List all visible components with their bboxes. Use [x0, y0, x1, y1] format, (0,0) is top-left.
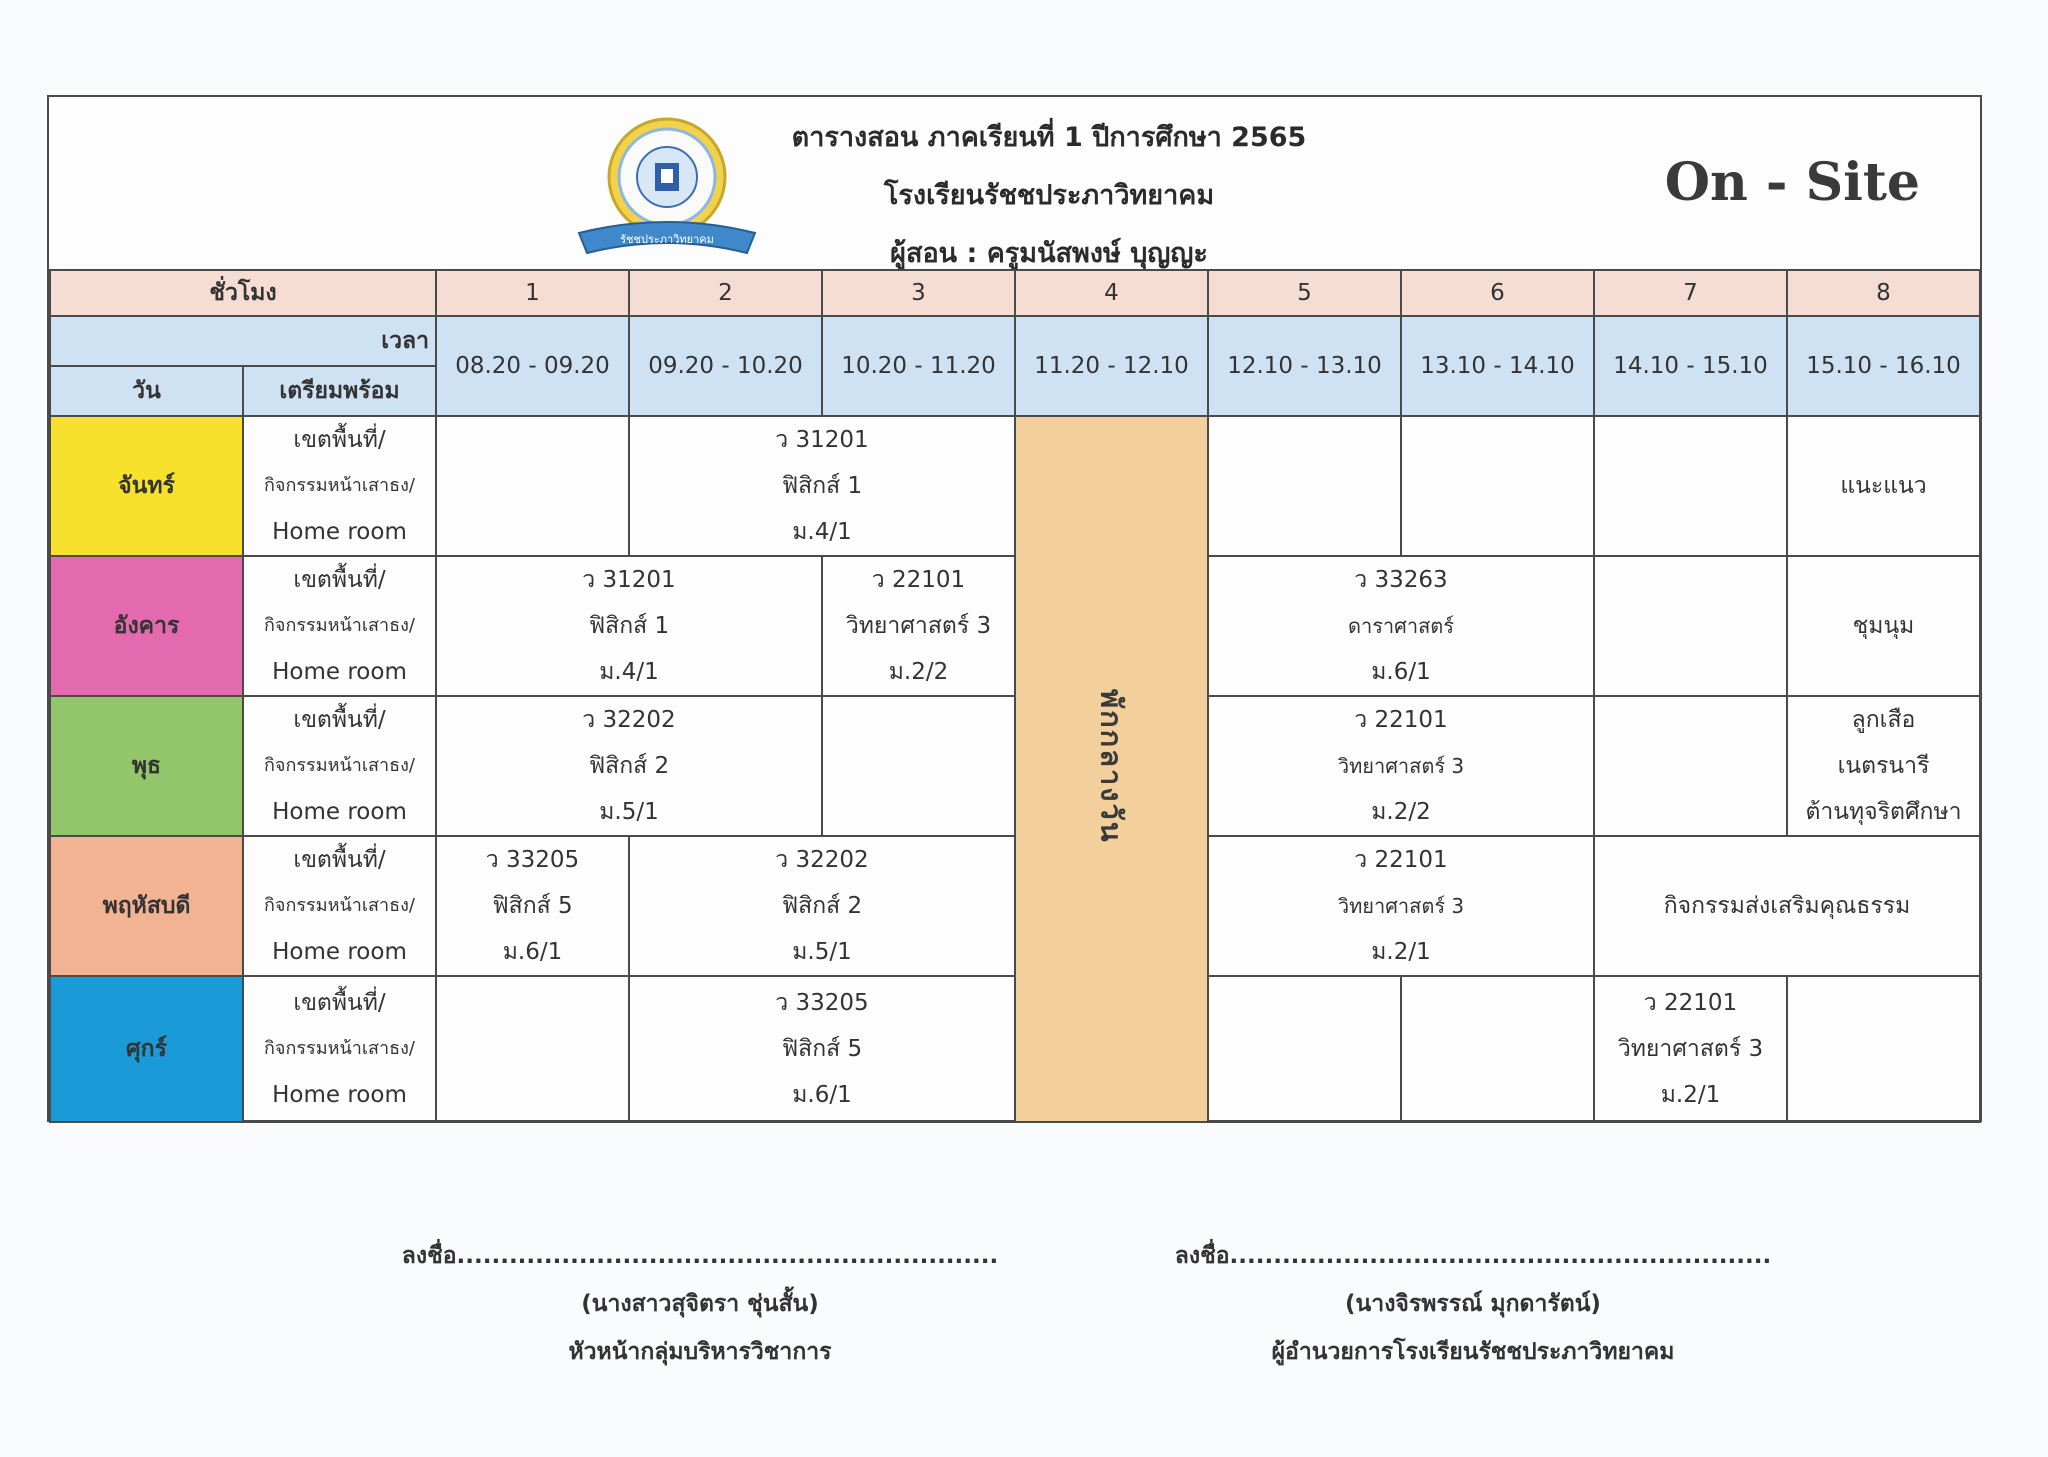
- time-6: 13.10 - 14.10: [1401, 316, 1594, 416]
- time-label: เวลา: [50, 316, 436, 366]
- empty-cell: [1594, 556, 1787, 696]
- schedule-title: ตารางสอน ภาคเรียนที่ 1 ปีการศึกษา 2565: [791, 122, 1307, 153]
- time-5: 12.10 - 13.10: [1208, 316, 1401, 416]
- signer-role: ผู้อำนวยการโรงเรียนรัชชประภาวิทยาคม: [1271, 1339, 1675, 1365]
- schedule-table: [49, 269, 1981, 1123]
- period-1: 1: [436, 270, 629, 316]
- empty-cell: [1787, 976, 1980, 1122]
- period-label: ชั่วโมง: [50, 270, 436, 316]
- class-cell: ว 31201 ฟิสิกส์ 1 ม.4/1: [629, 416, 1015, 556]
- schedule-header: [49, 97, 1980, 269]
- time-2: 09.20 - 10.20: [629, 316, 822, 416]
- class-cell: ว 31201 ฟิสิกส์ 1 ม.4/1: [436, 556, 822, 696]
- signature-right: [1163, 1232, 1783, 1376]
- school-logo: [567, 115, 767, 265]
- empty-cell: [1208, 416, 1401, 556]
- class-cell: ว 33263 ดาราศาสตร์ ม.6/1: [1208, 556, 1594, 696]
- prep-cell: เขตพื้นที่/ กิจกรรมหน้าเสาธง/ Home room: [243, 976, 436, 1122]
- on-site-label: On - Site: [1664, 152, 1920, 213]
- empty-cell: [822, 696, 1015, 836]
- period-5: 5: [1208, 270, 1401, 316]
- day-wednesday: พุธ: [50, 696, 243, 836]
- scout-cell: ลูกเสือ เนตรนารี ต้านทุจริตศึกษา: [1787, 696, 1980, 836]
- day-tuesday: อังคาร: [50, 556, 243, 696]
- morality-activity-cell: กิจกรรมส่งเสริมคุณธรรม: [1594, 836, 1980, 976]
- teacher-name: ผู้สอน : ครูมนัสพงษ์ บุญญะ: [890, 238, 1208, 269]
- empty-cell: [436, 976, 629, 1122]
- empty-cell: [1594, 416, 1787, 556]
- prep-cell: เขตพื้นที่/ กิจกรรมหน้าเสาธง/ Home room: [243, 696, 436, 836]
- prep-cell: เขตพื้นที่/ กิจกรรมหน้าเสาธง/ Home room: [243, 416, 436, 556]
- day-thursday: พฤหัสบดี: [50, 836, 243, 976]
- class-cell: ว 22101 วิทยาศาสตร์ 3 ม.2/1: [1208, 836, 1594, 976]
- school-name: โรงเรียนรัชชประภาวิทยาคม: [883, 180, 1215, 211]
- class-cell: ว 32202 ฟิสิกส์ 2 ม.5/1: [629, 836, 1015, 976]
- empty-cell: [1401, 416, 1594, 556]
- class-cell: ว 22101 วิทยาศาสตร์ 3 ม.2/2: [1208, 696, 1594, 836]
- time-4: 11.20 - 12.10: [1015, 316, 1208, 416]
- empty-cell: [1208, 976, 1401, 1122]
- day-monday: จันทร์: [50, 416, 243, 556]
- class-cell: ว 22101 วิทยาศาสตร์ 3 ม.2/2: [822, 556, 1015, 696]
- empty-cell: [1401, 976, 1594, 1122]
- signature-left: [390, 1232, 1010, 1376]
- time-7: 14.10 - 15.10: [1594, 316, 1787, 416]
- day-friday: ศุกร์: [50, 976, 243, 1122]
- day-label: วัน: [50, 366, 243, 416]
- lunch-break: พักกลางวัน: [1015, 416, 1208, 1122]
- time-3: 10.20 - 11.20: [822, 316, 1015, 416]
- period-8: 8: [1787, 270, 1980, 316]
- time-1: 08.20 - 09.20: [436, 316, 629, 416]
- class-cell: ว 32202 ฟิสิกส์ 2 ม.5/1: [436, 696, 822, 836]
- club-cell: ชุมนุม: [1787, 556, 1980, 696]
- signature-line: ลงชื่อ..............................................................: [401, 1243, 999, 1269]
- guidance-cell: แนะแนว: [1787, 416, 1980, 556]
- empty-cell: [436, 416, 629, 556]
- prep-cell: เขตพื้นที่/ กิจกรรมหน้าเสาธง/ Home room: [243, 556, 436, 696]
- class-cell: ว 33205 ฟิสิกส์ 5 ม.6/1: [629, 976, 1015, 1122]
- signer-name: (นางสาวสุจิตรา ชุ่นสั้น): [581, 1291, 819, 1317]
- signer-name: (นางจิรพรรณ์ มุกดารัตน์): [1345, 1291, 1601, 1317]
- prep-cell: เขตพื้นที่/ กิจกรรมหน้าเสาธง/ Home room: [243, 836, 436, 976]
- period-4: 4: [1015, 270, 1208, 316]
- period-2: 2: [629, 270, 822, 316]
- class-cell: ว 33205 ฟิสิกส์ 5 ม.6/1: [436, 836, 629, 976]
- prep-label: เตรียมพร้อม: [243, 366, 436, 416]
- signature-line: ลงชื่อ..............................................................: [1174, 1243, 1772, 1269]
- period-6: 6: [1401, 270, 1594, 316]
- schedule-frame: [47, 95, 1982, 1122]
- signer-role: หัวหน้ากลุ่มบริหารวิชาการ: [568, 1339, 832, 1365]
- svg-text:รัชชประภาวิทยาคม: รัชชประภาวิทยาคม: [620, 233, 714, 246]
- time-8: 15.10 - 16.10: [1787, 316, 1980, 416]
- period-7: 7: [1594, 270, 1787, 316]
- empty-cell: [1594, 696, 1787, 836]
- period-3: 3: [822, 270, 1015, 316]
- class-cell: ว 22101 วิทยาศาสตร์ 3 ม.2/1: [1594, 976, 1787, 1122]
